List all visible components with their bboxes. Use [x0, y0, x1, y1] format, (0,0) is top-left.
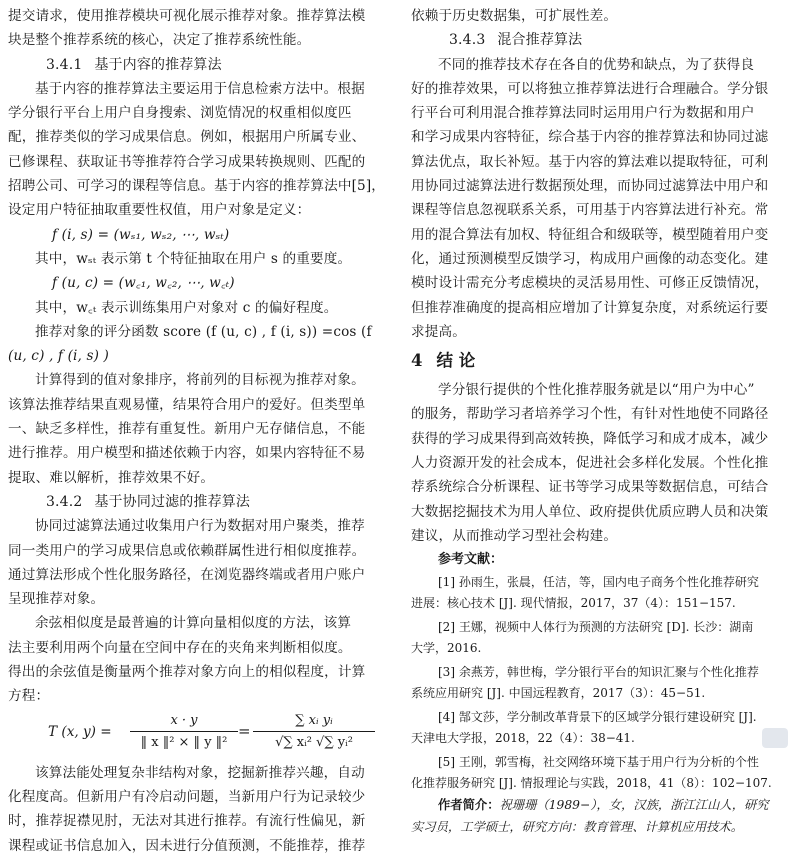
body-line: 模时设计需充分考虑模块的灵活易用性、可修正反馈情况， [411, 275, 769, 292]
reference-line: 进展：核心技术 [J]. 现代情报，2017，37（4）：151−157. [411, 596, 736, 611]
reference-line: 化推荐服务研究 [J]. 情报理论与实践，2018，41（8）：102−107. [411, 776, 772, 791]
body-line: 同一类用户的学习成果信息或依赖群属性进行相似度推荐。 [8, 542, 366, 559]
fraction-denominator: ‖ x ‖² × ‖ y ‖² [140, 734, 228, 750]
body-line: 行平台可利用混合推荐算法同时运用用户行为数据和用户 [411, 105, 755, 122]
body-line: 时，推荐捉襟见肘，无法对其进行推荐。有流行性偏见，新 [8, 813, 366, 830]
author-bio-text: 祝珊珊（1989−），女，汉族，浙江江山人，研究 [499, 798, 769, 813]
body-line: 进行推荐。用户模型和描述依赖于内容，如果内容特征不易 [8, 445, 366, 462]
body-line: 用协同过滤算法进行数据预处理，而协同过滤算法中用户和 [411, 178, 769, 195]
section-title: 基于协同过滤的推荐算法 [94, 493, 251, 510]
reference-line: [3] 余燕芳，韩世梅，学分银行平台的知识汇聚与个性化推荐 [438, 665, 759, 680]
intro-line: 提交请求，使用推荐模块可视化展示推荐对象。推荐算法模 [8, 8, 366, 24]
formula-user-pref: f (u, c) = (w꜀₁, w꜀₂, ⋯, w꜀ₜ) [52, 275, 235, 292]
reference-line: [5] 王刚，郭雪梅，社交网络环境下基于用户行为分析的个性 [438, 755, 759, 770]
body-line: 学分银行平台上用户自身搜索、浏览情况的权重相似度匹 [8, 105, 352, 122]
body-line: 和学习成果内容特征，综合基于内容的推荐算法和协同过滤 [411, 129, 769, 146]
section-title: 基于内容的推荐算法 [94, 56, 222, 73]
body-line: 通过算法形成个性化服务路径，在浏览器终端或者用户账户 [8, 566, 366, 583]
body-line: 算法优点，取长补短。基于内容的算法难以提取特征，可利 [411, 153, 769, 170]
body-line: 建议，从而推动学习型社会构建。 [411, 527, 618, 544]
body-line: 化，通过预测模型反馈学习，构成用户画像的动态变化。建 [411, 250, 769, 267]
body-line: 的服务，帮助学习者培养学习个性，有针对性地使不同路径 [411, 406, 769, 423]
body-line: 计算得到的值对象排序，将前列的目标视为推荐对象。 [35, 372, 365, 389]
section-title: 混合推荐算法 [497, 32, 583, 49]
fraction-vector [130, 711, 238, 754]
body-line: 用的混合算法有加权、特征组合和级联等，模型随着用户变 [411, 226, 769, 243]
formula-lhs: T (x, y) = [48, 723, 112, 740]
formula-note: 其中，w꜀ₜ 表示训练集用户对象对 c 的偏好程度。 [35, 299, 338, 316]
section-number: 3.4.3 [449, 32, 486, 49]
chapter-number: 4 [411, 351, 423, 371]
left-column [8, 4, 389, 858]
body-line: 获得的学习成果得到高效转换，降低学习和成才成本，减少 [411, 430, 769, 447]
body-line: 人力资源开发的社会成本，促进社会多样化发展。个性化推 [411, 455, 769, 472]
body-line: 学分银行提供的个性化推荐服务就是以“用户为中心” [438, 382, 755, 399]
body-line: 好的推荐效果，可以将独立推荐算法进行合理融合。学分银 [411, 80, 769, 97]
body-line: 基于内容的推荐算法主要运用于信息检索方法中。根据 [35, 80, 365, 97]
body-line: 已修课程、获取证书等推荐符合学习成果转换规则、匹配的 [8, 153, 366, 170]
reference-line: 大学，2016. [411, 641, 482, 656]
author-bio-label: 作者简介： [438, 797, 500, 813]
body-line: 配，推荐类似的学习成果信息。例如，根据用户所属专业、 [8, 129, 366, 146]
chapter-heading-conclusion [411, 344, 792, 378]
reference-line: 天津电大学报，2018，22（4）：38−41. [411, 731, 635, 746]
reference-line: 系统应用研究 [J]. 中国远程教育，2017（3）：45−51. [411, 686, 706, 701]
author-bio [411, 794, 792, 816]
body-line: 化程度高。但新用户有冷启动问题，当新用户行为记录较少 [8, 788, 366, 805]
intro-line: 块是整个推荐系统的核心，决定了推荐系统性能。 [8, 32, 311, 49]
cosine-similarity-formula [8, 709, 389, 761]
section-heading-3-4-3 [411, 28, 792, 52]
reference-line: [1] 孙雨生，张晨，任洁，等，国内电子商务个性化推荐研究 [438, 575, 759, 590]
body-line: 招聘公司、可学习的课程等信息。基于内容的推荐算法中[5]， [8, 178, 386, 195]
section-heading-3-4-1 [8, 53, 389, 77]
references-title: 参考文献： [438, 552, 504, 568]
watermark-logo [762, 728, 788, 748]
body-line: 呈现推荐对象。 [8, 591, 105, 608]
body-line: 课程或证书信息加入，因未进行分值预测，不能推荐，推荐 [8, 837, 366, 854]
body-line: 求提高。 [411, 323, 466, 340]
body-line: 荐系统综合分析课程、证书等学习成果等数据信息，可结合 [411, 479, 769, 496]
body-line: 协同过滤算法通过收集用户行为数据对用户聚类，推荐 [35, 518, 365, 535]
body-line: 依赖于历史数据集，可扩展性差。 [411, 8, 618, 24]
author-bio-text: 实习员，工学硕士，研究方向：教育管理、计算机应用技术。 [411, 820, 744, 835]
body-line: 方程： [8, 688, 50, 705]
right-column [411, 4, 792, 838]
body-line: 法主要利用两个向量在空间中存在的夹角来判断相似度。 [8, 639, 352, 656]
score-function-line: 推荐对象的评分函数 score (f (u, c) , f (i, s)) =cos (f [35, 323, 372, 340]
body-line: 提取、难以解析，推荐效果不好。 [8, 469, 215, 486]
fraction-denominator: √∑ xᵢ² √∑ yᵢ² [275, 734, 353, 750]
formula-note: 其中，wₛₜ 表示第 t 个特征抽取在用户 s 的重要度。 [35, 250, 352, 267]
equals-sign: = [238, 721, 251, 740]
body-line: 不同的推荐技术存在各自的优势和缺点，为了获得良 [438, 56, 755, 73]
body-line: 课程等信息忽视联系关系，可用基于内容算法进行补充。常 [411, 202, 769, 219]
body-line: 得出的余弦值是衡量两个推荐对象方向上的相似程度，计算 [8, 664, 366, 681]
reference-line: [4] 郜文莎，学分制改革背景下的区域学分银行建设研究 [J]. [438, 710, 757, 725]
chapter-title: 结 论 [436, 351, 476, 371]
fraction-sum [253, 711, 375, 754]
body-line: 设定用户特征抽取重要性权值，用户对象是定义： [8, 202, 311, 219]
reference-line: [2] 王娜，视频中人体行为预测的方法研究 [D]. 长沙：湖南 [438, 620, 754, 635]
formula-user-item: f (i, s) = (wₛ₁, wₛ₂, ⋯, wₛₜ) [52, 226, 230, 243]
reference-list [411, 572, 792, 794]
section-heading-3-4-2 [8, 490, 389, 514]
body-line: 余弦相似度是最普遍的计算向量相似度的方法，该算 [35, 615, 352, 632]
body-line: 但推荐准确度的提高相应增加了计算复杂度，对系统运行要 [411, 299, 769, 316]
body-line: 该算法能处理复杂非结构对象，挖掘新推荐兴趣，自动 [35, 764, 365, 781]
body-line: 大数据挖掘技术为用人单位、政府提供优质应聘人员和决策 [411, 503, 769, 520]
score-function-line: (u, c) , f (i, s) ) [8, 348, 109, 365]
body-line: 该算法推荐结果直观易懂，结果符合用户的爱好。但类型单 [8, 396, 366, 413]
body-line: 一、缺乏多样性，推荐有重复性。新用户无存储信息，不能 [8, 421, 366, 438]
section-number: 3.4.2 [46, 493, 83, 510]
fraction-numerator: ∑ xᵢ yᵢ [295, 712, 333, 728]
section-number: 3.4.1 [46, 56, 83, 73]
fraction-numerator: x · y [170, 712, 198, 728]
